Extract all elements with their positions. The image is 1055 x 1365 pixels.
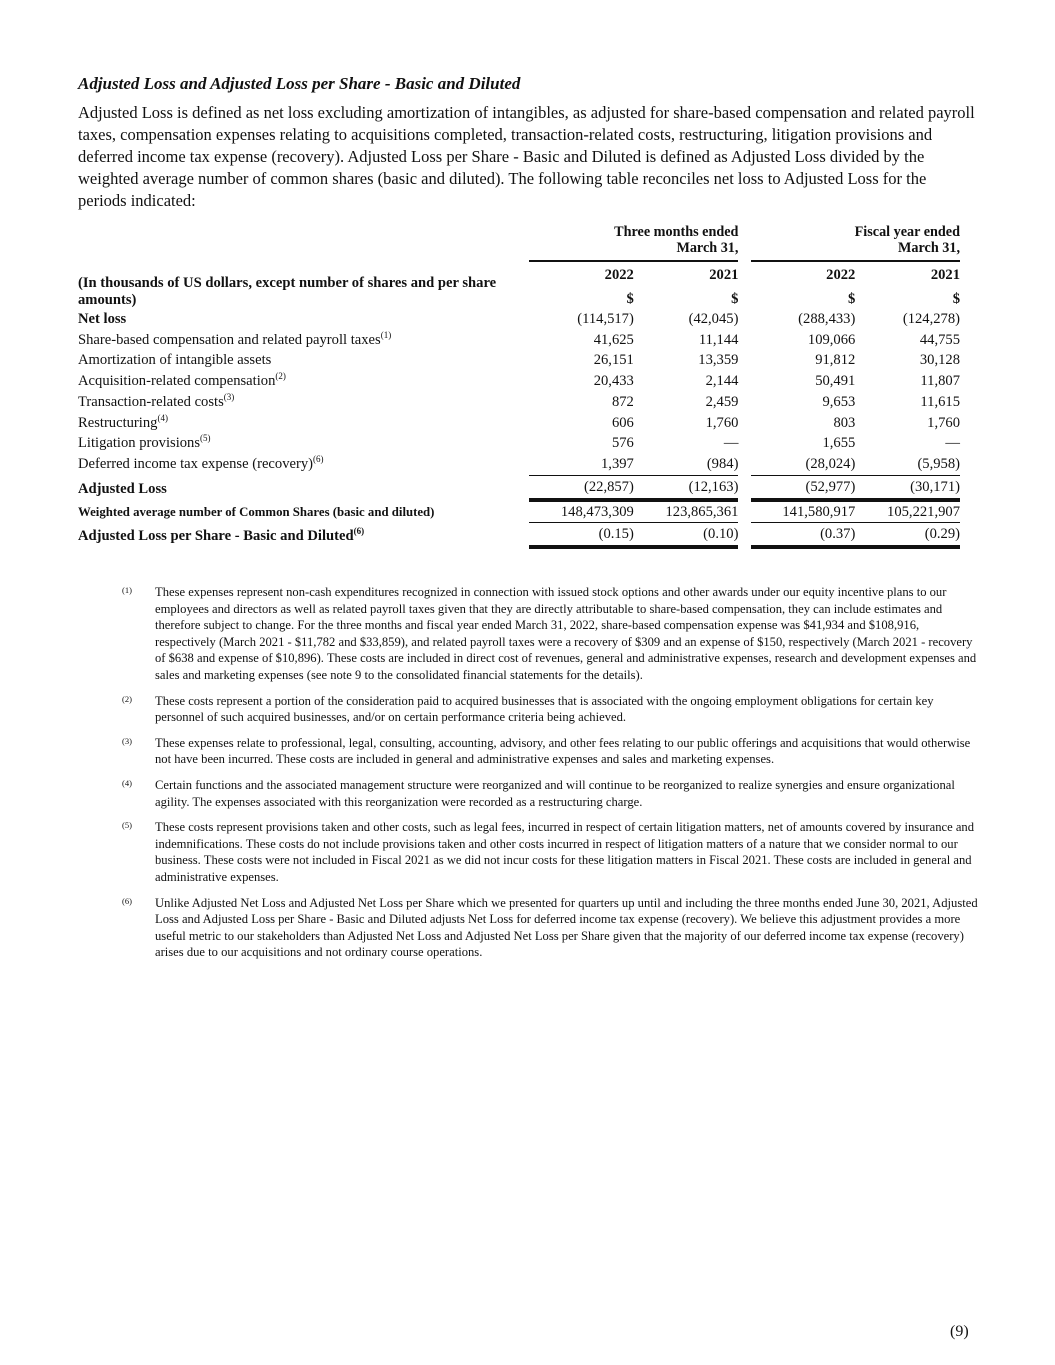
- footnote-5: [122, 819, 982, 885]
- footnote-marker: (2): [122, 693, 132, 704]
- footnote-marker: (4): [122, 777, 132, 788]
- currency-header: $: [952, 291, 960, 307]
- row-value: (114,517): [577, 311, 634, 327]
- footnote-ref: (6): [353, 525, 365, 536]
- year-header: 2021: [709, 267, 739, 284]
- row-label: Net loss: [78, 311, 127, 327]
- footnote-1: [122, 584, 982, 684]
- year-header: 2021: [930, 267, 960, 284]
- row-value: 9,653: [822, 393, 856, 410]
- group-header-line: March 31,: [676, 240, 739, 256]
- row-value: 803: [833, 414, 856, 431]
- row-value: (124,278): [902, 311, 960, 327]
- row-value: 41,625: [593, 331, 634, 348]
- row-value: 576: [611, 435, 634, 452]
- table-row-adjusted-loss: [78, 475, 960, 500]
- table-row-amortization: [78, 350, 960, 371]
- year-header: 2022: [826, 267, 856, 284]
- year-header: 2022: [604, 267, 634, 284]
- row-value: (5,958): [917, 455, 960, 472]
- row-label: Deferred income tax expense (recovery): [78, 456, 313, 473]
- section: [78, 72, 978, 212]
- row-value: 44,755: [919, 331, 960, 348]
- row-value: 148,473,309: [529, 500, 634, 523]
- row-value: 1,760: [927, 414, 960, 431]
- group-header-fiscal-year: [751, 224, 960, 261]
- footnote-ref: (1): [380, 329, 392, 340]
- row-value: 2,144: [705, 373, 739, 390]
- footnotes: [122, 584, 982, 970]
- row-value: (22,857): [529, 475, 634, 500]
- row-value: 26,151: [593, 352, 634, 369]
- row-value: 20,433: [593, 373, 634, 390]
- footnote-2: [122, 693, 982, 726]
- table-row-net-loss: [78, 309, 960, 330]
- table-year-row: [78, 261, 960, 284]
- currency-header: $: [848, 291, 856, 307]
- row-value: (12,163): [634, 475, 739, 500]
- currency-header: $: [731, 291, 739, 307]
- row-value: (42,045): [688, 311, 739, 327]
- footnote-ref: (2): [275, 371, 286, 382]
- row-value: (52,977): [751, 475, 856, 500]
- row-value: (0.37): [751, 522, 856, 547]
- footnote-text: These expenses represent non-cash expenditures recognized in connection with issued stock options and other awards under our equity incentive plans to our employees and directors as well as related payroll taxes given that they are directly attributable to share-based compensation, they can include estimates and therefore subject to change. For the three months and fiscal year ended March 31, 2022, share-based compensation expense was $41,934 and $108,916, respectively (March 2021 - $11,782 and $33,859), and related payroll taxes were a recovery of $309 and an expense of $150, respectively (March 2021 - recovery of $638 and expense of $10,896). These costs are included in direct cost of revenues, general and administrative expenses, research and development expenses and sales and marketing expenses (see note 9 to the consolidated financial statements for the details).: [155, 585, 977, 682]
- footnote-marker: (5): [122, 820, 132, 831]
- units-label: (In thousands of US dollars, except number of shares and per share amounts): [78, 275, 497, 308]
- row-label: Share-based compensation and related payroll taxes: [78, 331, 381, 348]
- row-value: 2,459: [705, 393, 739, 410]
- row-label: Restructuring: [78, 414, 158, 431]
- footnote-text: Unlike Adjusted Net Loss and Adjusted Net Loss per Share which we presented for quarters up until and including the three months ended June 30, 2021, Adjusted Loss and Adjusted Loss per Share - Basic and Diluted adjusts Net Loss for deferred income tax expense (recovery). We believe this adjustment provides a more useful metric to our stakeholders than Adjusted Net Loss and Adjusted Net Loss per Share given that the majority of our deferred income tax expense (recovery) arises due to our acquisitions and not ordinary course operations.: [155, 895, 978, 960]
- footnote-ref: (6): [313, 454, 324, 465]
- row-label: Adjusted Loss per Share - Basic and Diluted: [78, 527, 354, 544]
- group-header-line: Three months ended: [614, 224, 739, 240]
- row-value: (0.29): [855, 522, 960, 547]
- row-value: —: [945, 435, 960, 452]
- footnote-ref: (5): [200, 433, 211, 444]
- group-header-three-months: [529, 224, 738, 261]
- row-value: 105,221,907: [855, 500, 960, 523]
- table-row-litigation: [78, 433, 960, 454]
- table-row-restructuring: [78, 413, 960, 434]
- group-header-line: March 31,: [898, 240, 960, 256]
- row-value: 872: [611, 393, 634, 410]
- row-value: (0.15): [529, 522, 634, 547]
- row-value: (28,024): [805, 455, 856, 472]
- row-value: 606: [611, 414, 634, 431]
- table-row-weighted-average: [78, 500, 960, 523]
- table-group-header-row: [78, 224, 960, 261]
- footnote-4: [122, 777, 982, 810]
- row-value: 11,615: [920, 393, 960, 410]
- footnote-marker: (1): [122, 585, 132, 595]
- footnote-marker: (6): [122, 895, 132, 906]
- page-number: (9): [950, 1323, 969, 1340]
- footnote-text: Certain functions and the associated management structure were reorganized and will continue to be reorganized to realize synergies and ensure organizational agility. The expenses associated with this reorganization were recorded as a restructuring charge.: [155, 777, 955, 809]
- group-header-line: Fiscal year ended: [854, 224, 960, 240]
- row-value: (30,171): [855, 475, 960, 500]
- footnote-ref: (4): [157, 412, 168, 423]
- row-label: Amortization of intangible assets: [78, 352, 272, 369]
- row-value: 1,655: [822, 435, 856, 452]
- row-value: 11,807: [920, 373, 960, 390]
- footnote-6: [122, 895, 982, 961]
- row-value: 109,066: [807, 331, 856, 348]
- row-label: Weighted average number of Common Shares (basic and diluted): [78, 505, 435, 520]
- footnote-ref: (3): [223, 391, 235, 402]
- reconciliation-table: [78, 224, 960, 549]
- table-row-loss-per-share: [78, 522, 960, 547]
- section-intro: Adjusted Loss is defined as net loss excluding amortization of intangibles, as adjusted for share-based compensation and related payroll taxes, compensation expenses relating to acquisitions completed, transaction-related costs, restructuring, litigation provisions and deferred income tax expense (recovery). Adjusted Loss per Share - Basic and Diluted is defined as Adjusted Loss divided by the weighted average number of common shares (basic and diluted). The following table reconciles net loss to Adjusted Loss for the periods indicated:: [78, 103, 975, 210]
- row-label: Adjusted Loss: [78, 480, 167, 497]
- row-value: 123,865,361: [634, 500, 739, 523]
- table-row-transaction-costs: [78, 392, 960, 413]
- footnote-text: These costs represent provisions taken and other costs, such as legal fees, incurred in respect of certain litigation matters, net of amounts covered by insurance and indemnifications. These costs do not include provisions taken and other costs incurred in respect of litigation matters of a nature that we consider normal to our business. These costs were not included in Fiscal 2021 as we did not incur costs for these litigation matters in Fiscal 2021. These costs are included in general and administrative expenses.: [155, 820, 975, 884]
- footnote-marker: (3): [122, 735, 132, 746]
- row-label: Acquisition-related compensation: [78, 373, 276, 390]
- table-row-acquisition-comp: [78, 371, 960, 392]
- row-value: 11,144: [698, 331, 739, 348]
- table-row-deferred-tax: [78, 454, 960, 475]
- row-value: (0.10): [634, 522, 739, 547]
- footnote-text: These costs represent a portion of the consideration paid to acquired businesses that is associated with the ongoing employment obligations for certain key personnel of such acquired businesses, and/or on certain performance criteria being achieved.: [155, 693, 934, 725]
- row-value: —: [723, 435, 739, 452]
- footnote-text: These expenses relate to professional, legal, consulting, accounting, advisory, and other fees relating to our public offerings and acquisitions that would otherwise not have been incurred. These costs are included in general and administrative expenses and sales and marketing expenses.: [155, 735, 971, 767]
- row-label: Transaction-related costs: [78, 393, 224, 410]
- row-value: 1,760: [705, 414, 739, 431]
- row-value: 30,128: [919, 352, 960, 369]
- row-value: 141,580,917: [751, 500, 856, 523]
- row-value: 13,359: [698, 352, 739, 369]
- row-value: (288,433): [798, 311, 856, 327]
- row-value: (984): [706, 455, 739, 472]
- row-value: 1,397: [601, 455, 634, 472]
- footnote-3: [122, 735, 982, 768]
- section-title: Adjusted Loss and Adjusted Loss per Share - Basic and Diluted: [78, 74, 521, 93]
- table-row-share-based-comp: [78, 330, 960, 351]
- row-value: 50,491: [815, 373, 856, 390]
- row-label: Litigation provisions: [78, 435, 201, 452]
- currency-header: $: [626, 291, 634, 307]
- row-value: 91,812: [815, 352, 856, 369]
